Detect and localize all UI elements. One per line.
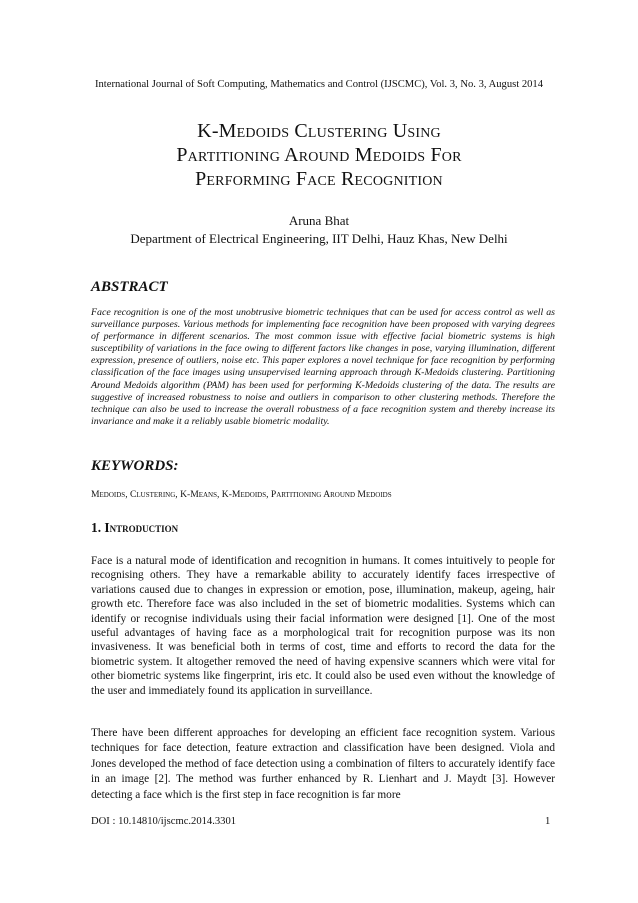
body-paragraph: Face is a natural mode of identification and recognition in humans. It comes intuitively to people for recognising others. They have a remarkable ability to accurately identify faces irrespective of variations caused due to changes in expression or emotion, pose, illumination, makeup, ageing, hair growth etc. Therefore face was also included in the set of biometric modalities. Systems which can identify or recognise individuals using their facial information were designed [1]. One of the most useful advantages of having face as a morphological trait for recognition purpose was its non invasiveness. It was beneficial both in terms of cost, time and efforts to record the data for the biometric system. It altogether removed the need of having expensive scanners which were vital for other biometric systems like fingerprint, iris etc. It could also be used even without the knowledge of the user and immediately found its application in surveillance.: [91, 555, 555, 697]
author-name: Aruna Bhat: [288, 213, 350, 228]
introduction-heading: 1. Introduction: [91, 520, 179, 535]
running-header: International Journal of Soft Computing, Mathematics and Control (IJSCMC), Vol. 3, No. 3, August 2014: [94, 79, 544, 90]
title-line: K-Medoids Clustering Using: [197, 120, 441, 142]
author-affiliation: Department of Electrical Engineering, IIT Delhi, Hauz Khas, New Delhi: [130, 231, 508, 246]
paper-title: [60, 119, 578, 191]
abstract-text: Face recognition is one of the most unobtrusive biometric techniques that can be used for access control as well as surveillance purposes. Various methods for implementing face recognition have been proposed with varying degrees of performance in different scenarios. The most common issue with effective facial biometric systems is high susceptibility of variations in the face owing to different factors like changes in pose, varying illumination, different expression, presence of outliers, noise etc. This paper explores a novel technique for face recognition by performing classification of the face images using unsupervised learning approach through K-Medoids clustering. Partitioning Around Medoids algorithm (PAM) has been used for performing K-Medoids clustering of the data. The results are suggestive of increased robustness to noise and outliers in comparison to other clustering methods. Therefore the technique can also be used to increase the overall robustness of a face recognition system and thereby increase its invariance and make it a reliably usable biometric modality.: [91, 307, 555, 427]
keywords-heading: KEYWORDS:: [91, 458, 179, 474]
page-number: 1: [545, 816, 551, 827]
abstract-heading: ABSTRACT: [91, 279, 168, 295]
title-line: Performing Face Recognition: [195, 168, 443, 190]
footer-doi: DOI : 10.14810/ijscmc.2014.3301: [91, 816, 237, 827]
title-line: Partitioning Around Medoids For: [176, 144, 462, 166]
body-paragraph: There have been different approaches for developing an efficient face recognition system. Various techniques for face detection, feature extraction and classification have been designed. Viola and Jones developed the method of face detection using a combination of filters to accurately identify face in an image [2]. The method was further enhanced by R. Lienhart and J. Maydt [3]. However detecting a face which is the first step in face recognition is far more: [91, 727, 555, 801]
keywords-list: Medoids, Clustering, K-Means, K-Medoids, Partitioning Around Medoids: [91, 489, 392, 500]
